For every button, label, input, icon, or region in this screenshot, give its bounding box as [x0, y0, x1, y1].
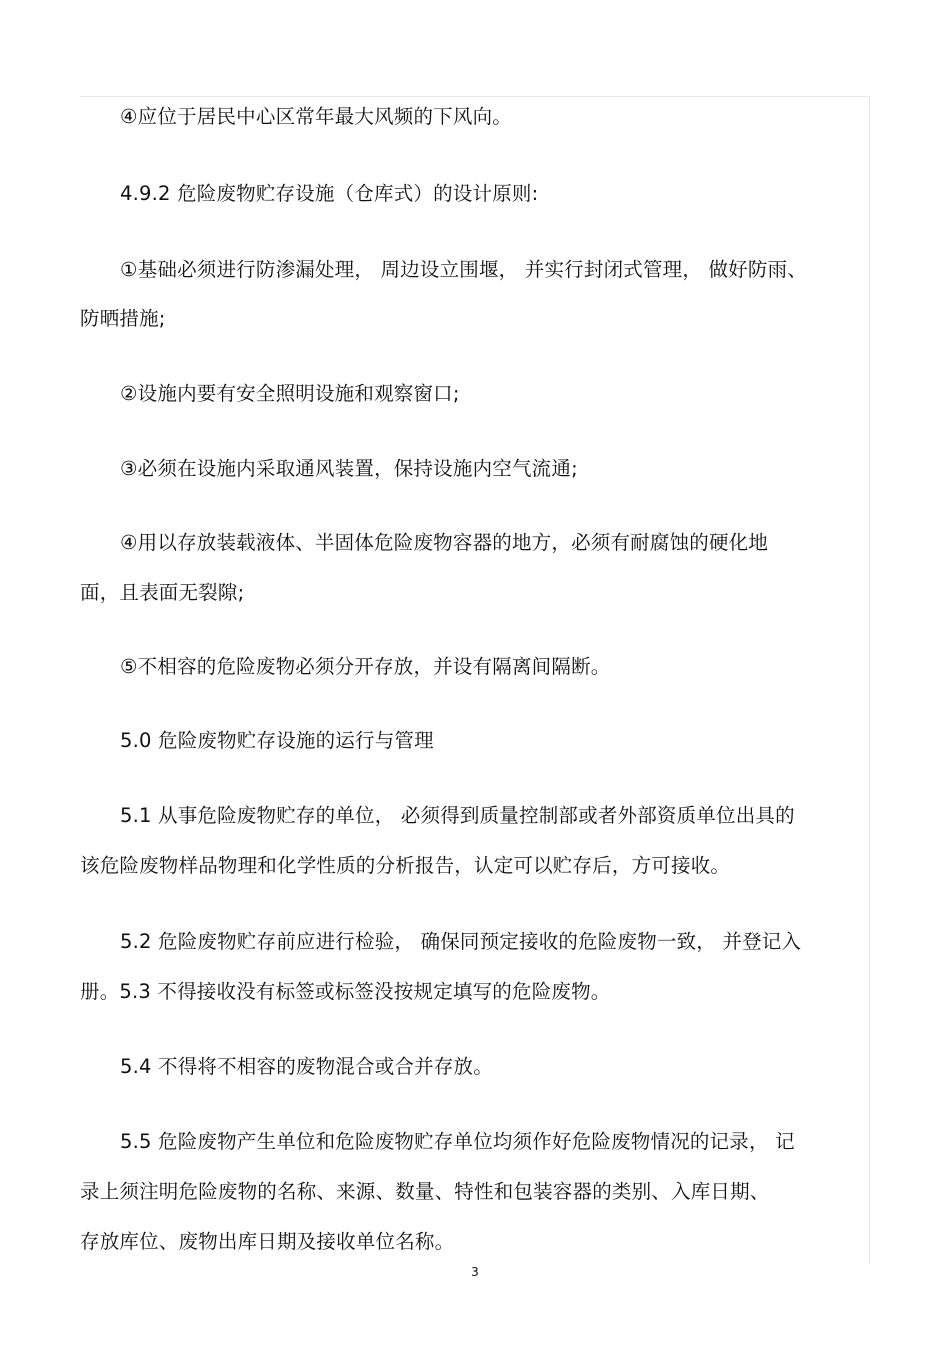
paragraph-line: ④用以存放装载液体、半固体危险废物容器的地方，必须有耐腐蚀的硬化地	[120, 531, 769, 554]
page-number: 3	[471, 1265, 479, 1279]
section-heading: 4.9.2 危险废物贮存设施（仓库式）的设计原则:	[120, 182, 539, 205]
paragraph-line: ④应位于居民中心区常年最大风频的下风向。	[120, 105, 512, 128]
paragraph-line: 册。5.3 不得接收没有标签或标签没按规定填写的危险废物。	[80, 980, 611, 1003]
paragraph-line: ②设施内要有安全照明设施和观察窗口;	[120, 382, 460, 405]
paragraph-line: 5.4 不得将不相容的废物混合或合并存放。	[120, 1055, 493, 1078]
paragraph-line: 5.2 危险废物贮存前应进行检验， 确保同预定接收的危险废物一致， 并登记入	[120, 930, 802, 953]
page-border-right	[869, 96, 870, 1264]
paragraph-line: ①基础必须进行防渗漏处理， 周边设立围堰， 并实行封闭式管理， 做好防雨、	[120, 258, 807, 281]
page-border-top	[80, 96, 870, 97]
paragraph-line: 面，且表面无裂隙;	[80, 581, 245, 604]
paragraph-line: 存放库位、废物出库日期及接收单位名称。	[80, 1230, 455, 1253]
section-heading: 5.0 危险废物贮存设施的运行与管理	[120, 729, 434, 752]
paragraph-line: ③必须在设施内采取通风装置，保持设施内空气流通;	[120, 457, 578, 480]
paragraph-line: 5.5 危险废物产生单位和危险废物贮存单位均须作好危险废物情况的记录， 记	[120, 1130, 795, 1153]
paragraph-line: 录上须注明危险废物的名称、来源、数量、特性和包装容器的类别、入库日期、	[80, 1180, 770, 1203]
paragraph-line: 该危险废物样品物理和化学性质的分析报告，认定可以贮存后，方可接收。	[80, 854, 731, 877]
paragraph-line: 5.1 从事危险废物贮存的单位， 必须得到质量控制部或者外部资质单位出具的	[120, 804, 795, 827]
paragraph-line: 防晒措施;	[80, 307, 166, 330]
paragraph-line: ⑤不相容的危险废物必须分开存放，并设有隔离间隔断。	[120, 655, 611, 678]
